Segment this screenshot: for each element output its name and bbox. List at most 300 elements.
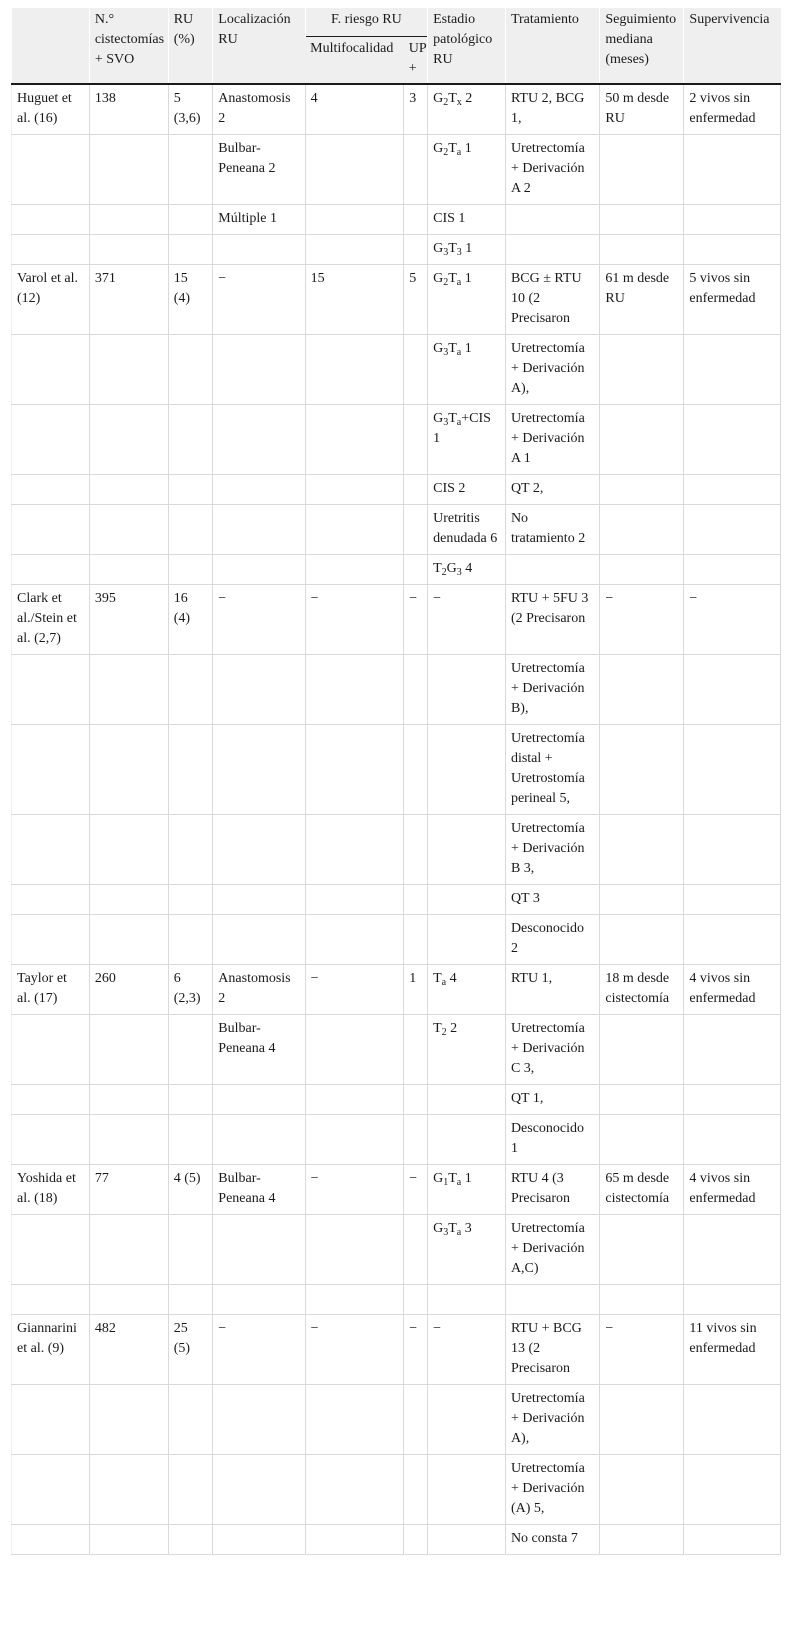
cell-stage: CIS 2 [428,475,506,505]
cell-location: − [213,585,305,655]
table-cell-empty [305,1285,404,1315]
table-row [12,1285,781,1315]
cell-survival [684,885,781,915]
cell-ru-percent: 25 (5) [168,1315,213,1385]
table-row [12,885,781,915]
cell-up-positive [404,915,428,965]
cell-treatment: Uretrectomía + Derivación A 1 [505,405,599,475]
cell-survival [684,1085,781,1115]
cell-ru-percent [168,1015,213,1085]
table-row [12,1015,781,1085]
cell-treatment [505,205,599,235]
cell-treatment: RTU + 5FU 3 (2 Precisaron [505,585,599,655]
cell-study: Taylor et al. (17) [12,965,90,1015]
cell-stage [428,1525,506,1555]
cell-survival: 4 vivos sin enfermedad [684,965,781,1015]
cell-up-positive [404,1085,428,1115]
cell-cystectomies: 395 [89,585,168,655]
header-multifocality: Multifocalidad [305,37,404,85]
cell-cystectomies: 138 [89,84,168,135]
cell-ru-percent [168,1085,213,1115]
table-row [12,335,781,405]
cell-location [213,505,305,555]
table-row [12,135,781,205]
cell-ru-percent [168,405,213,475]
table-row [12,1115,781,1165]
cell-stage: $G_3T_a$ 3 [428,1215,506,1285]
cell-treatment: Desconocido 1 [505,1115,599,1165]
cell-follow-up [600,1385,684,1455]
stage-tumor: 2 [441,567,447,578]
table-row [12,1315,781,1385]
cell-study [12,335,90,405]
cell-study [12,915,90,965]
cell-treatment: Uretrectomía + Derivación B), [505,655,599,725]
stage-grade: 3 [443,347,449,358]
stage-count: 1 [464,1171,472,1186]
table-row [12,205,781,235]
cell-up-positive [404,1525,428,1555]
cell-stage: $G_2T_x$ 2 [428,84,506,135]
cell-ru-percent [168,1215,213,1285]
table-row [12,965,781,1015]
cell-location [213,405,305,475]
cell-ru-percent: 4 (5) [168,1165,213,1215]
cell-follow-up [600,335,684,405]
cell-follow-up: 50 m desde RU [600,84,684,135]
cell-survival [684,655,781,725]
cell-up-positive [404,1115,428,1165]
cell-up-positive [404,135,428,205]
cell-stage [428,655,506,725]
cell-ru-percent: 16 (4) [168,585,213,655]
table-cell-empty [89,1285,168,1315]
table-row [12,405,781,475]
table-row [12,1085,781,1115]
cell-study [12,555,90,585]
cell-stage: $G_2T_a$ 1 [428,265,506,335]
cell-study [12,135,90,205]
cell-follow-up: 61 m desde RU [600,265,684,335]
table-row [12,1525,781,1555]
stage-tumor: 2 [441,1027,447,1038]
cell-survival [684,235,781,265]
cell-multifocality [305,475,404,505]
table-row [12,815,781,885]
cell-treatment: No tratamiento 2 [505,505,599,555]
table-row [12,585,781,655]
cell-up-positive [404,475,428,505]
cell-multifocality [305,205,404,235]
cell-survival [684,505,781,555]
cell-treatment: BCG ± RTU 10 (2 Precisaron [505,265,599,335]
table-row [12,1215,781,1285]
cell-follow-up [600,1015,684,1085]
cell-survival: − [684,585,781,655]
cell-cystectomies [89,475,168,505]
cell-treatment: No consta 7 [505,1525,599,1555]
recurrence-table [11,8,781,1555]
cell-up-positive [404,235,428,265]
header-stage: Estadio patológico RU [428,8,506,84]
cell-stage: $G_2T_a$ 1 [428,135,506,205]
cell-multifocality [305,135,404,205]
cell-follow-up: 65 m desde cistectomía [600,1165,684,1215]
cell-study [12,235,90,265]
cell-up-positive [404,725,428,815]
cell-cystectomies [89,885,168,915]
cell-survival [684,405,781,475]
cell-multifocality [305,1085,404,1115]
stage-count: 4 [449,971,457,986]
cell-up-positive: 5 [404,265,428,335]
cell-up-positive [404,885,428,915]
cell-stage: − [428,585,506,655]
cell-cystectomies: 371 [89,265,168,335]
cell-multifocality [305,915,404,965]
cell-cystectomies [89,205,168,235]
header-up-positive: UP + [404,37,428,85]
cell-study: Clark et al./Stein et al. (2,7) [12,585,90,655]
table-cell-empty [684,1285,781,1315]
cell-survival [684,335,781,405]
header-study [12,8,90,84]
cell-multifocality: 15 [305,265,404,335]
cell-follow-up [600,555,684,585]
cell-stage: − [428,1315,506,1385]
cell-ru-percent [168,205,213,235]
cell-survival [684,915,781,965]
cell-study [12,1385,90,1455]
table-cell-empty [600,1285,684,1315]
cell-cystectomies [89,1015,168,1085]
header-location: Localización RU [213,8,305,84]
cell-location [213,1085,305,1115]
cell-multifocality [305,235,404,265]
cell-up-positive: 1 [404,965,428,1015]
cell-follow-up [600,1455,684,1525]
table-row [12,1455,781,1525]
cell-follow-up [600,475,684,505]
cell-ru-percent [168,505,213,555]
cell-follow-up [600,405,684,475]
stage-count: 4 [465,561,473,576]
cell-cystectomies [89,915,168,965]
cell-location [213,655,305,725]
cell-location: − [213,1315,305,1385]
cell-survival: 4 vivos sin enfermedad [684,1165,781,1215]
cell-location [213,885,305,915]
cell-ru-percent [168,555,213,585]
cell-follow-up [600,915,684,965]
table-row [12,555,781,585]
cell-stage: $G_3T_3$ 1 [428,235,506,265]
cell-location: Bulbar-Peneana 2 [213,135,305,205]
cell-multifocality [305,815,404,885]
cell-follow-up [600,1085,684,1115]
cell-survival [684,815,781,885]
stage-tumor: a [456,417,462,428]
stage-grade: 3 [443,1227,449,1238]
cell-ru-percent [168,655,213,725]
cell-study [12,1525,90,1555]
cell-stage: $G_3T_a+CIS$ 1 [428,405,506,475]
stage-count: 1 [464,271,472,286]
table-body [12,84,781,1555]
cell-cystectomies [89,235,168,265]
cell-cystectomies [89,135,168,205]
cell-follow-up [600,205,684,235]
cell-location [213,1115,305,1165]
cell-study [12,205,90,235]
cell-treatment: Uretrectomía + Derivación C 3, [505,1015,599,1085]
stage-count: 2 [450,1021,458,1036]
cell-up-positive [404,655,428,725]
header-ru-percent: RU (%) [168,8,213,84]
cell-treatment: RTU 1, [505,965,599,1015]
cell-treatment: QT 1, [505,1085,599,1115]
cell-location: Bulbar-Peneana 4 [213,1165,305,1215]
cell-up-positive [404,1455,428,1525]
cell-follow-up [600,655,684,725]
cell-follow-up: − [600,585,684,655]
stage-tumor: 3 [456,247,462,258]
header-follow-up: Seguimiento mediana (meses) [600,8,684,84]
cell-treatment: Uretrectomía + Derivación A,C) [505,1215,599,1285]
header-survival: Supervivencia [684,8,781,84]
cell-up-positive [404,335,428,405]
table-row [12,84,781,135]
cell-up-positive [404,815,428,885]
cell-cystectomies [89,1525,168,1555]
cell-location: Bulbar-Peneana 4 [213,1015,305,1085]
cell-cystectomies [89,555,168,585]
cell-location: − [213,265,305,335]
cell-follow-up [600,235,684,265]
cell-cystectomies [89,335,168,405]
cell-cystectomies: 260 [89,965,168,1015]
cell-study [12,1455,90,1525]
cell-study [12,475,90,505]
cell-study: Varol et al. (12) [12,265,90,335]
cell-up-positive [404,555,428,585]
cell-stage [428,915,506,965]
cell-study [12,1085,90,1115]
stage-tumor: a [456,1177,462,1188]
stage-count: +CIS 1 [433,411,491,446]
stage-tumor: a [456,147,462,158]
cell-study [12,1015,90,1085]
cell-up-positive [404,505,428,555]
cell-multifocality [305,505,404,555]
table-row [12,1165,781,1215]
cell-multifocality [305,1385,404,1455]
cell-treatment: RTU 2, BCG 1, [505,84,599,135]
cell-survival [684,555,781,585]
cell-up-positive: − [404,1165,428,1215]
stage-grade: 3 [456,567,462,578]
cell-treatment: QT 3 [505,885,599,915]
stage-tumor: a [441,977,447,988]
cell-stage [428,1085,506,1115]
cell-treatment: Uretrectomía + Derivación A), [505,1385,599,1455]
stage-grade: 3 [443,417,449,428]
cell-stage [428,725,506,815]
cell-ru-percent: 5 (3,6) [168,84,213,135]
cell-follow-up [600,1215,684,1285]
cell-survival [684,1385,781,1455]
cell-cystectomies [89,405,168,475]
cell-cystectomies [89,1455,168,1525]
cell-cystectomies: 482 [89,1315,168,1385]
cell-stage [428,1115,506,1165]
cell-location [213,1525,305,1555]
cell-survival [684,1215,781,1285]
cell-treatment [505,555,599,585]
cell-survival [684,475,781,505]
cell-up-positive [404,1215,428,1285]
cell-survival: 2 vivos sin enfermedad [684,84,781,135]
cell-stage: $G_1T_a$ 1 [428,1165,506,1215]
cell-multifocality [305,555,404,585]
cell-location: Anastomosis 2 [213,965,305,1015]
cell-location [213,335,305,405]
cell-multifocality: 4 [305,84,404,135]
cell-follow-up [600,885,684,915]
cell-ru-percent [168,135,213,205]
cell-location: Anastomosis 2 [213,84,305,135]
cell-cystectomies [89,1085,168,1115]
cell-multifocality: − [305,585,404,655]
cell-survival [684,1525,781,1555]
cell-cystectomies [89,725,168,815]
cell-ru-percent [168,1455,213,1525]
cell-survival [684,1455,781,1525]
cell-multifocality [305,1215,404,1285]
cell-up-positive [404,1015,428,1085]
cell-treatment: RTU + BCG 13 (2 Precisaron [505,1315,599,1385]
cell-treatment: RTU 4 (3 Precisaron [505,1165,599,1215]
cell-study: Giannarini et al. (9) [12,1315,90,1385]
cell-location [213,725,305,815]
header-treatment: Tratamiento [505,8,599,84]
cell-stage [428,815,506,885]
stage-grade: 1 [443,1177,449,1188]
stage-tumor: x [456,97,462,108]
table-cell-empty [404,1285,428,1315]
cell-stage [428,1385,506,1455]
stage-count: 2 [465,91,473,106]
cell-ru-percent [168,235,213,265]
stage-tumor: a [456,347,462,358]
document-table-container [11,8,781,1555]
cell-study [12,505,90,555]
cell-multifocality: − [305,1315,404,1385]
cell-location [213,1385,305,1455]
cell-cystectomies [89,1385,168,1455]
cell-study: Yoshida et al. (18) [12,1165,90,1215]
cell-treatment [505,235,599,265]
cell-treatment: Uretrectomía distal + Uretrostomía perineal 5, [505,725,599,815]
cell-up-positive: − [404,585,428,655]
cell-multifocality: − [305,1165,404,1215]
cell-ru-percent [168,915,213,965]
cell-survival [684,1115,781,1165]
cell-multifocality [305,1015,404,1085]
cell-ru-percent: 6 (2,3) [168,965,213,1015]
cell-location [213,235,305,265]
cell-stage: CIS 1 [428,205,506,235]
cell-survival [684,205,781,235]
cell-stage: $G_3T_a$ 1 [428,335,506,405]
cell-study [12,885,90,915]
cell-ru-percent [168,725,213,815]
cell-up-positive [404,405,428,475]
header-cystectomies: N.° cistectomías + SVO [89,8,168,84]
cell-ru-percent [168,1525,213,1555]
stage-count: 1 [464,341,472,356]
table-header [12,8,781,84]
cell-follow-up: 18 m desde cistectomía [600,965,684,1015]
cell-up-positive: − [404,1315,428,1385]
table-cell-empty [168,1285,213,1315]
stage-grade: 3 [443,247,449,258]
table-cell-empty [12,1285,90,1315]
cell-multifocality [305,885,404,915]
cell-follow-up [600,135,684,205]
cell-multifocality [305,335,404,405]
cell-survival [684,135,781,205]
table-row [12,235,781,265]
stage-grade: 2 [443,97,449,108]
cell-study [12,655,90,725]
stage-count: 1 [464,141,472,156]
cell-treatment: Uretrectomía + Derivación (A) 5, [505,1455,599,1525]
cell-ru-percent [168,1115,213,1165]
table-row [12,725,781,815]
cell-treatment: Desconocido 2 [505,915,599,965]
cell-survival: 5 vivos sin enfermedad [684,265,781,335]
cell-multifocality [305,1455,404,1525]
cell-study [12,815,90,885]
table-row [12,1385,781,1455]
cell-study [12,405,90,475]
cell-survival [684,725,781,815]
cell-ru-percent [168,475,213,505]
cell-study [12,725,90,815]
cell-location [213,1215,305,1285]
cell-cystectomies [89,815,168,885]
cell-ru-percent [168,885,213,915]
cell-multifocality [305,1525,404,1555]
stage-grade: 2 [443,147,449,158]
cell-cystectomies [89,655,168,725]
cell-multifocality [305,655,404,725]
cell-cystectomies [89,1215,168,1285]
cell-up-positive: 3 [404,84,428,135]
table-row [12,915,781,965]
cell-stage: $T_2$ 2 [428,1015,506,1085]
stage-tumor: a [456,277,462,288]
cell-up-positive [404,205,428,235]
cell-treatment: Uretrectomía + Derivación A 2 [505,135,599,205]
table-cell-empty [428,1285,506,1315]
cell-survival: 11 vivos sin enfermedad [684,1315,781,1385]
cell-study [12,1115,90,1165]
cell-location [213,915,305,965]
cell-follow-up [600,815,684,885]
stage-count: 3 [464,1221,472,1236]
